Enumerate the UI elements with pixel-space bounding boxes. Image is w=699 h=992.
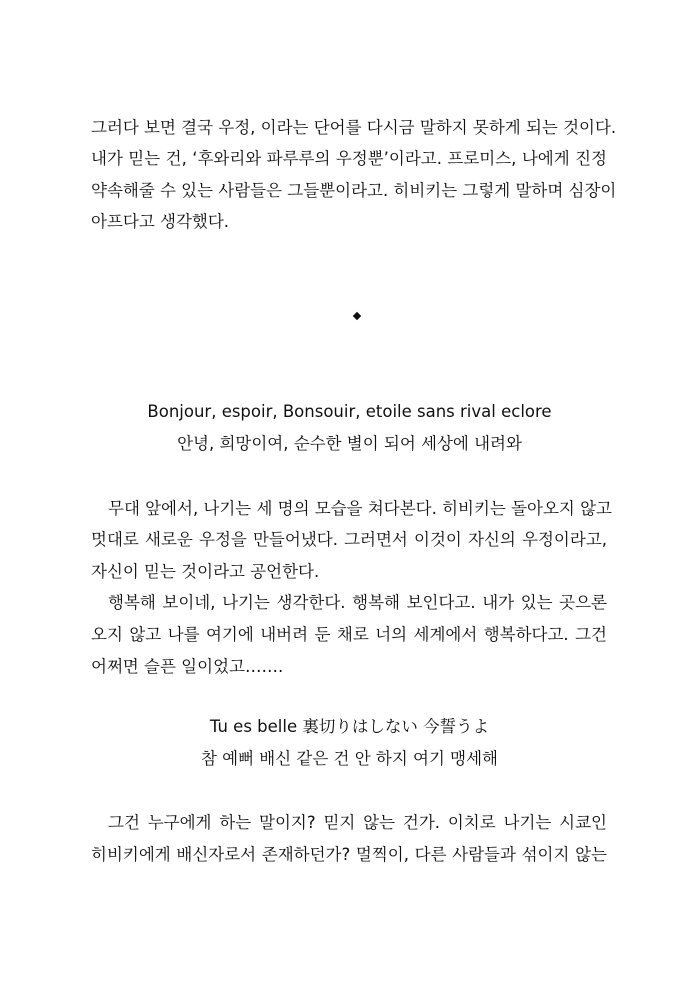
lyric-line: Tu es belle 裏切りはしない 今誓うよ xyxy=(209,717,490,736)
lyric-line: 안녕, 희망이여, 순수한 별이 되어 세상에 내려와 xyxy=(177,434,522,453)
text-line: 그건 누구에게 하는 말이지? 믿지 않는 건가. 이치로 나기는 시쿄인 xyxy=(108,813,607,832)
text-line: 오지 않고 나를 여기에 내버려 둔 채로 너의 세계에서 행복하다고. 그건 xyxy=(91,625,607,644)
text-line: 어쩌면 슬픈 일이었고……. xyxy=(91,657,284,676)
text-line: 행복해 보이네, 나기는 생각한다. 행복해 보인다고. 내가 있는 곳으론 xyxy=(108,593,607,612)
text-line: 약속해줄 수 있는 사람들은 그들뿐이라고. 히비키는 그렇게 말하며 심장이 xyxy=(91,181,617,200)
diamond-separator-icon xyxy=(353,312,361,320)
text-line: 그러다 보면 결국 우정, 이라는 단어를 다시금 말하지 못하게 되는 것이다. xyxy=(91,118,617,137)
lyric-line: Bonjour, espoir, Bonsouir, etoile sans rival eclore xyxy=(147,402,552,421)
text-line: 자신이 믿는 것이라고 공언한다. xyxy=(91,562,320,581)
text-line: 내가 믿는 건, ‘후와리와 파루루의 우정뿐’이라고. 프로미스, 나에게 진정 xyxy=(91,149,607,168)
text-line: 멋대로 새로운 우정을 만들어냈다. 그러면서 이것이 자신의 우정이라고, xyxy=(91,530,607,549)
text-line: 아프다고 생각했다. xyxy=(91,212,230,231)
lyric-line: 참 예뻐 배신 같은 건 안 하지 여기 맹세해 xyxy=(201,749,498,768)
text-line: 무대 앞에서, 나기는 세 명의 모습을 쳐다본다. 히비키는 돌아오지 않고 xyxy=(108,499,612,518)
text-line: 히비키에게 배신자로서 존재하던가? 멀찍이, 다른 사람들과 섞이지 않는 xyxy=(91,845,607,864)
